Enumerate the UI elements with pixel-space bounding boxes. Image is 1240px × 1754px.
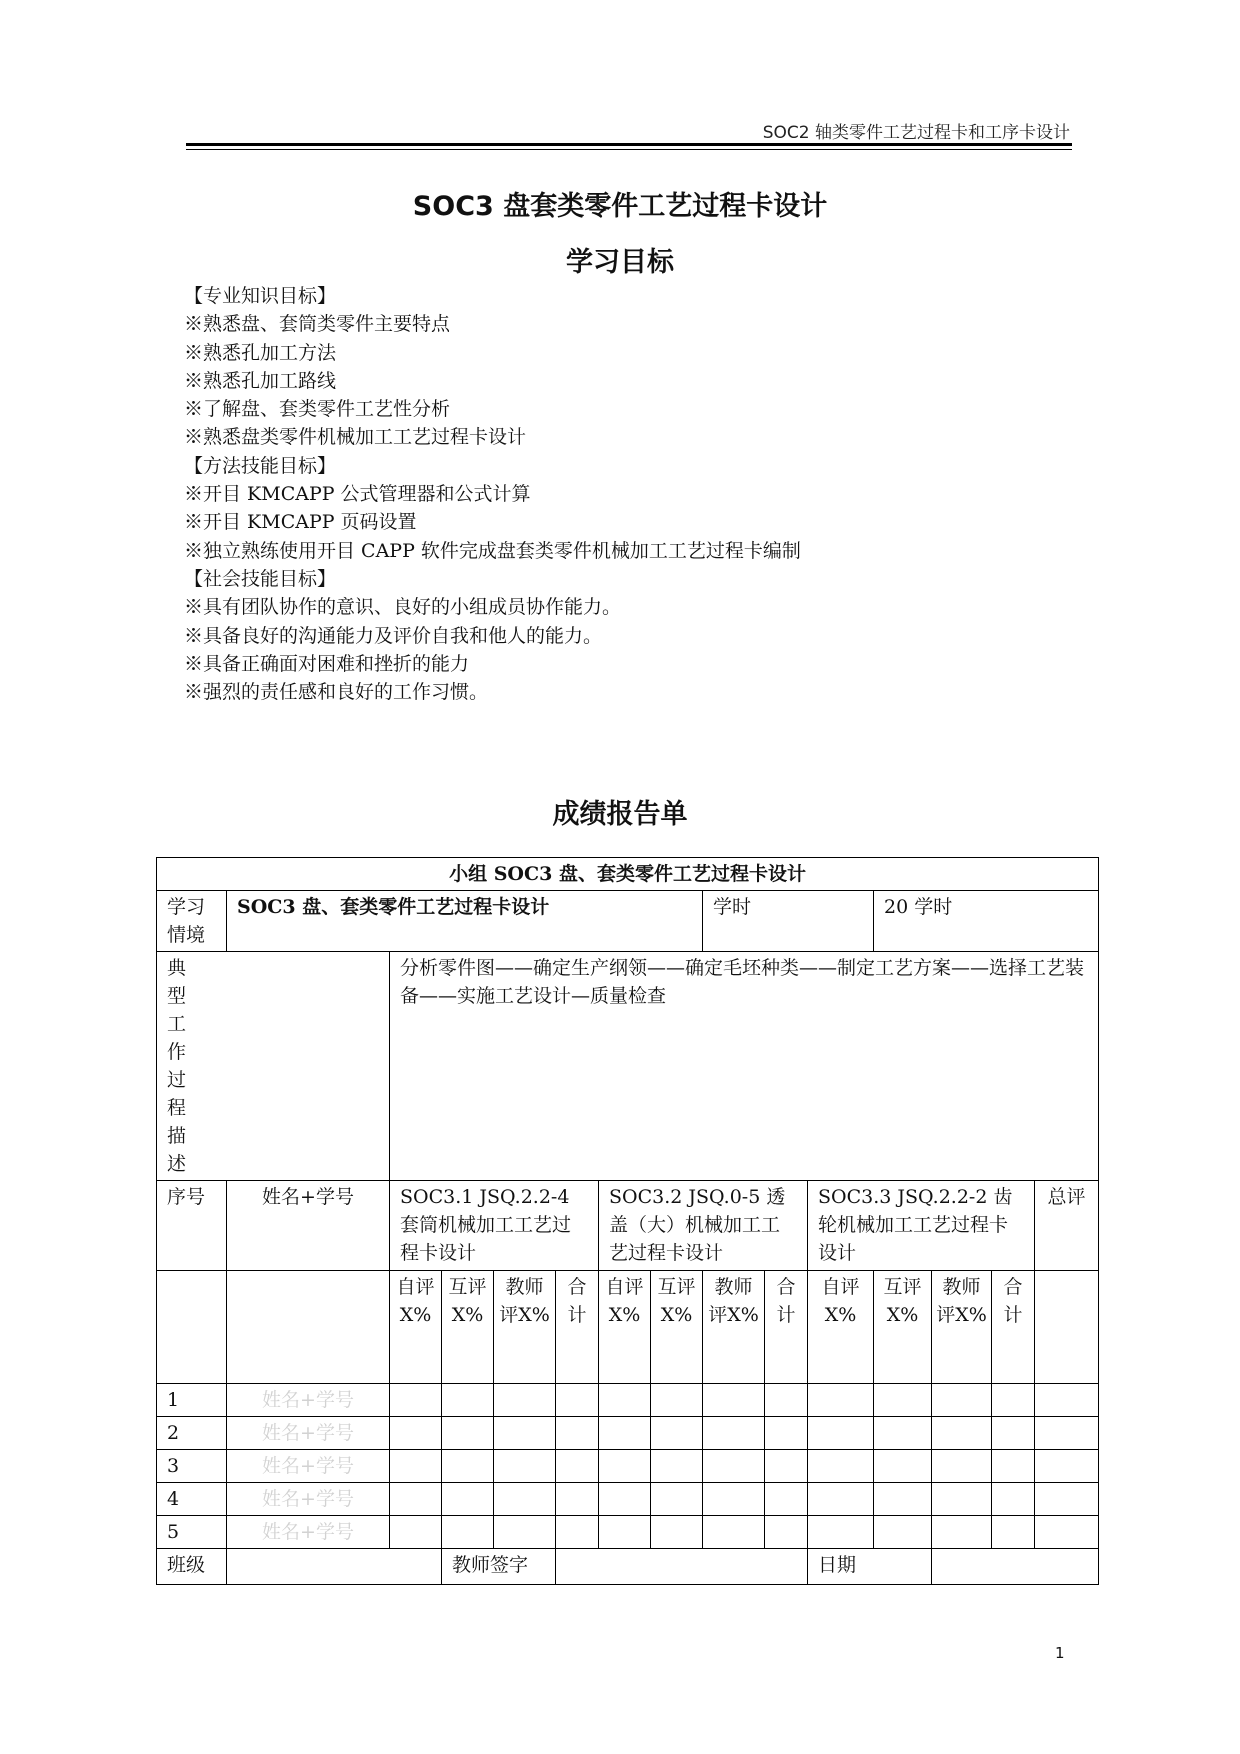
score-cell[interactable] [556,1384,599,1417]
score-cell[interactable] [874,1483,932,1516]
objective-line: ※具备良好的沟通能力及评价自我和他人的能力。 [184,624,603,647]
score-cell[interactable] [703,1417,765,1450]
row-name-placeholder[interactable]: 姓名+学号 [227,1450,390,1483]
score-cell[interactable] [556,1483,599,1516]
score-cell[interactable] [556,1450,599,1483]
score-cell[interactable] [651,1384,703,1417]
score-cell[interactable] [442,1384,494,1417]
total-cell[interactable] [1035,1417,1099,1450]
learning-situation-value: SOC3 盘、套类零件工艺过程卡设计 [227,891,703,952]
sub-sum-header: 合计 [992,1271,1035,1384]
score-cell[interactable] [442,1516,494,1549]
score-cell[interactable] [599,1384,651,1417]
grade-report-table [156,857,1099,1585]
score-cell[interactable] [703,1450,765,1483]
score-cell[interactable] [390,1417,442,1450]
total-cell[interactable] [1035,1483,1099,1516]
objective-line: ※具有团队协作的意识、良好的小组成员协作能力。 [184,596,622,619]
score-cell[interactable] [765,1417,808,1450]
score-cell[interactable] [494,1516,556,1549]
sub-teacher-header: 教师评X% [494,1271,556,1384]
score-cell[interactable] [390,1483,442,1516]
score-cell[interactable] [651,1450,703,1483]
class-label: 班级 [157,1549,227,1585]
score-cell[interactable] [874,1450,932,1483]
score-cell[interactable] [703,1483,765,1516]
total-cell[interactable] [1035,1450,1099,1483]
score-cell[interactable] [808,1384,874,1417]
sub-sum-header: 合计 [765,1271,808,1384]
table-row [157,1483,1099,1516]
row-seq: 3 [157,1450,227,1483]
score-cell[interactable] [390,1516,442,1549]
date-value[interactable] [932,1549,1099,1585]
score-cell[interactable] [992,1516,1035,1549]
hours-label: 学时 [703,891,874,952]
empty-cell [1035,1271,1099,1384]
hours-value: 20 学时 [874,891,1099,952]
score-cell[interactable] [992,1483,1035,1516]
score-cell[interactable] [932,1516,992,1549]
table-row [157,1384,1099,1417]
row-name-placeholder[interactable]: 姓名+学号 [227,1417,390,1450]
empty-cell [157,1271,227,1384]
objective-line: 【方法技能目标】 [184,454,337,477]
score-cell[interactable] [556,1417,599,1450]
score-cell[interactable] [932,1417,992,1450]
col-name-header: 姓名+学号 [227,1181,390,1271]
task3-header: SOC3.3 JSQ.2.2-2 齿轮机械加工工艺过程卡设计 [808,1181,1035,1271]
row-seq: 5 [157,1516,227,1549]
sub-self-header: 自评X% [808,1271,874,1384]
score-cell[interactable] [494,1417,556,1450]
table-row [157,1450,1099,1483]
score-cell[interactable] [599,1516,651,1549]
objectives-list [184,282,801,706]
task1-header: SOC3.1 JSQ.2.2-4 套筒机械加工工艺过程卡设计 [390,1181,599,1271]
score-cell[interactable] [651,1417,703,1450]
header-rule-thick [186,143,1072,146]
report-heading: 成绩报告单 [552,799,688,830]
score-cell[interactable] [765,1384,808,1417]
work-desc-value: 分析零件图——确定生产纲领——确定毛坯种类——制定工艺方案——选择工艺装备——实施工艺设计—质量检查 [390,952,1099,1181]
work-desc-label: 典型工作过程描述 [157,952,390,1181]
objective-line: ※熟悉盘、套筒类零件主要特点 [184,313,451,336]
score-cell[interactable] [874,1417,932,1450]
sub-self-header: 自评X% [599,1271,651,1384]
objectives-heading: 学习目标 [566,247,674,278]
document-title: SOC3 盘套类零件工艺过程卡设计 [412,191,828,222]
sub-sum-header: 合计 [556,1271,599,1384]
sub-self-header: 自评X% [390,1271,442,1384]
objective-line: ※熟悉孔加工路线 [184,369,337,392]
class-value[interactable] [227,1549,442,1585]
score-cell[interactable] [599,1483,651,1516]
objective-line: ※熟悉孔加工方法 [184,341,337,364]
score-cell[interactable] [932,1483,992,1516]
score-cell[interactable] [874,1516,932,1549]
learning-situation-label: 学习情境 [157,891,227,952]
date-label: 日期 [808,1549,932,1585]
teacher-sign-label: 教师签字 [442,1549,556,1585]
row-seq: 1 [157,1384,227,1417]
sub-peer-header: 互评X% [874,1271,932,1384]
score-cell[interactable] [808,1483,874,1516]
row-name-placeholder[interactable]: 姓名+学号 [227,1516,390,1549]
score-cell[interactable] [703,1384,765,1417]
col-seq-header: 序号 [157,1181,227,1271]
teacher-sign-value[interactable] [556,1549,808,1585]
score-cell[interactable] [390,1450,442,1483]
objective-line: ※独立熟练使用开目 CAPP 软件完成盘套类零件机械加工工艺过程卡编制 [184,539,801,562]
score-cell[interactable] [599,1417,651,1450]
objective-line: ※开目 KMCAPP 公式管理器和公式计算 [184,483,531,506]
row-name-placeholder[interactable]: 姓名+学号 [227,1483,390,1516]
total-cell[interactable] [1035,1384,1099,1417]
score-cell[interactable] [599,1450,651,1483]
score-cell[interactable] [992,1384,1035,1417]
sub-peer-header: 互评X% [651,1271,703,1384]
page-number: 1 [1055,1644,1065,1662]
score-cell[interactable] [703,1516,765,1549]
table-title: 小组 SOC3 盘、套类零件工艺过程卡设计 [157,858,1099,891]
sub-teacher-header: 教师评X% [932,1271,992,1384]
row-seq: 4 [157,1483,227,1516]
score-cell[interactable] [494,1384,556,1417]
table-row [157,1516,1099,1549]
col-total-header: 总评 [1035,1181,1099,1271]
score-cell[interactable] [932,1384,992,1417]
score-cell[interactable] [932,1450,992,1483]
score-cell[interactable] [390,1384,442,1417]
sub-teacher-header: 教师评X% [703,1271,765,1384]
score-cell[interactable] [808,1516,874,1549]
score-cell[interactable] [494,1483,556,1516]
score-cell[interactable] [651,1516,703,1549]
objective-line: 【专业知识目标】 [184,285,337,307]
running-header: SOC2 轴类零件工艺过程卡和工序卡设计 [762,123,1070,143]
objective-line: ※具备正确面对困难和挫折的能力 [184,652,470,675]
table-row [157,1417,1099,1450]
score-cell[interactable] [442,1450,494,1483]
sub-peer-header: 互评X% [442,1271,494,1384]
score-cell[interactable] [874,1384,932,1417]
score-cell[interactable] [765,1450,808,1483]
score-cell[interactable] [651,1483,703,1516]
objective-line: ※了解盘、套类零件工艺性分析 [184,398,451,421]
score-cell[interactable] [494,1450,556,1483]
score-cell[interactable] [765,1516,808,1549]
row-name-placeholder[interactable]: 姓名+学号 [227,1384,390,1417]
header-rule-thin [186,149,1072,150]
total-cell[interactable] [1035,1516,1099,1549]
objective-line: ※强烈的责任感和良好的工作习惯。 [184,681,489,704]
empty-cell [227,1271,390,1384]
score-cell[interactable] [992,1417,1035,1450]
score-cell[interactable] [808,1450,874,1483]
task2-header: SOC3.2 JSQ.0-5 透盖（大）机械加工工艺过程卡设计 [599,1181,808,1271]
objective-line: 【社会技能目标】 [184,567,337,590]
score-cell[interactable] [765,1483,808,1516]
score-cell[interactable] [556,1516,599,1549]
objective-line: ※开目 KMCAPP 页码设置 [184,511,417,534]
score-cell[interactable] [992,1450,1035,1483]
score-cell[interactable] [442,1417,494,1450]
row-seq: 2 [157,1417,227,1450]
score-cell[interactable] [808,1417,874,1450]
score-cell[interactable] [442,1483,494,1516]
objective-line: ※熟悉盘类零件机械加工工艺过程卡设计 [184,426,527,449]
